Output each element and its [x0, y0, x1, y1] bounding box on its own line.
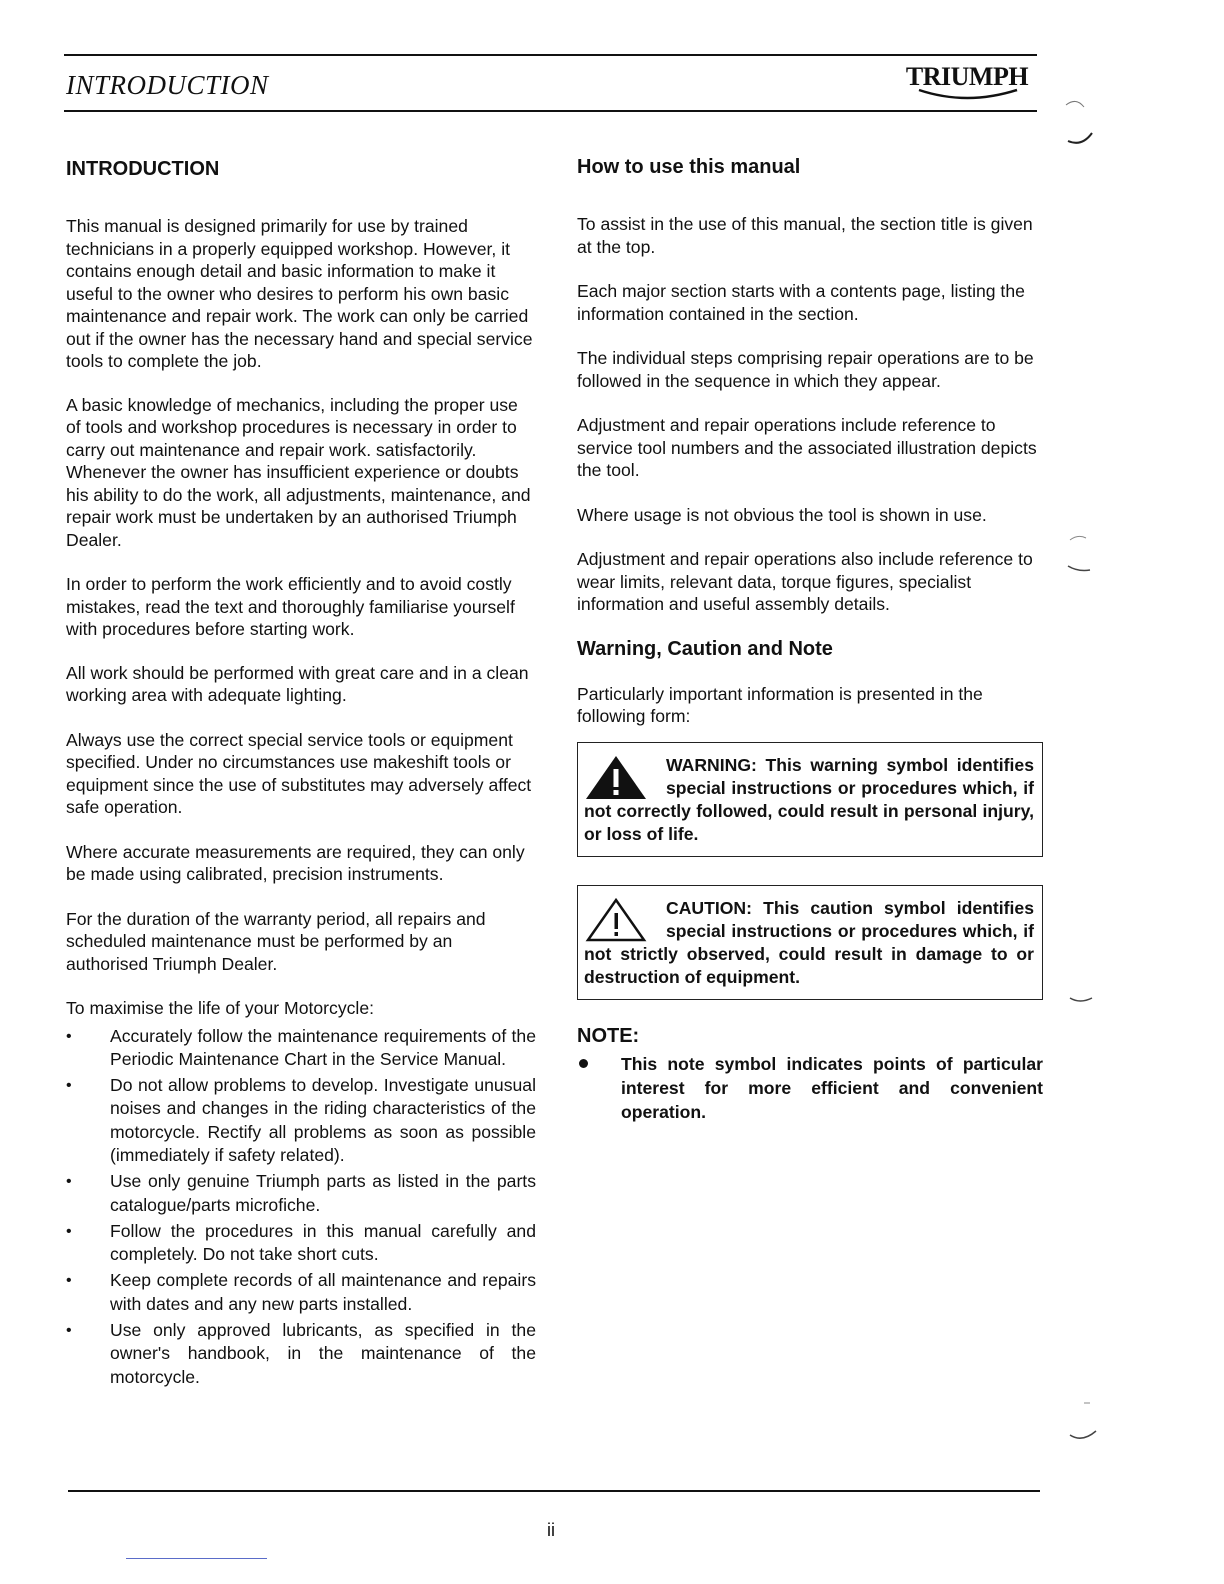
- usage-paragraph: Adjustment and repair operations also include reference to wear limits, relevant data, torque figures, specialist information and useful assembly details.: [577, 549, 1033, 614]
- intro-paragraph: Where accurate measurements are required, they can only be made using calibrated, precision instruments.: [66, 841, 525, 884]
- caution-triangle-icon: [584, 897, 654, 943]
- caution-text: CAUTION: This caution symbol identifies special instructions or procedures which, if not strictly observed, could result in damage to or destruction of equipment.: [584, 897, 1034, 987]
- section-title: INTRODUCTION: [66, 70, 269, 100]
- warning-text: WARNING: This warning symbol identifies special instructions or procedures which, if not correctly followed, could result in personal injury, or loss of life.: [584, 754, 1034, 844]
- warning-box: [577, 742, 1043, 857]
- intro-paragraph: To maximise the life of your Motorcycle:: [66, 998, 374, 1018]
- usage-paragraph: To assist in the use of this manual, the section title is given at the top.: [577, 214, 1033, 257]
- left-column: [66, 158, 536, 1392]
- list-item: • Follow the procedures in this manual carefully and completely. Do not take short cuts.: [66, 1220, 536, 1267]
- intro-paragraph: All work should be performed with great care and in a clean working area with adequate lighting.: [66, 662, 529, 705]
- scan-mark-icon: [1066, 1395, 1100, 1445]
- usage-paragraph: The individual steps comprising repair operations are to be followed in the sequence in which they appear.: [577, 348, 1034, 391]
- header-top-rule: [64, 54, 1037, 56]
- usage-paragraph: Each major section starts with a contents page, listing the information contained in the section.: [577, 281, 1025, 324]
- scan-mark-icon: [1066, 530, 1096, 580]
- scan-mark-icon: [1062, 95, 1102, 150]
- page-number: ii: [547, 1520, 555, 1540]
- warning-triangle-icon: [584, 754, 654, 800]
- usage-paragraph: Adjustment and repair operations include reference to service tool numbers and the associated illustration depicts the tool.: [577, 415, 1037, 480]
- maintenance-tips-list: [66, 1025, 536, 1389]
- intro-paragraph: Always use the correct special service tools or equipment specified. Under no circumstances use makeshift tools or equipment since the use of substitutes may adversely affect safe operation.: [66, 729, 532, 817]
- list-item: • Use only genuine Triumph parts as listed in the parts catalogue/parts microfiche.: [66, 1170, 536, 1217]
- right-column: [577, 156, 1043, 1124]
- list-item: • Use only approved lubricants, as specified in the owner's handbook, in the maintenance of the motorcycle.: [66, 1319, 536, 1389]
- header-bottom-rule: [64, 110, 1037, 112]
- scan-mark-icon: [1068, 990, 1098, 1010]
- how-to-use-heading: How to use this manual: [577, 156, 801, 178]
- wcn-intro: Particularly important information is presented in the following form:: [577, 683, 983, 726]
- intro-paragraph: This manual is designed primarily for use by trained technicians in a properly equipped workshop. However, it contains enough detail and basic information to make it useful to the owner who desires to perform his own basic maintenance and repair work. The work can only be carried out if the owner has the necessary hand and special service tools to complete the job.: [66, 216, 533, 371]
- list-item: • Do not allow problems to develop. Investigate unusual noises and changes in the riding characteristics of the motorcycle. Rectify all problems as soon as possible (immediately if safety related).: [66, 1074, 536, 1167]
- intro-heading: INTRODUCTION: [66, 158, 220, 180]
- triumph-logo: [897, 60, 1037, 104]
- footer-rule: [68, 1490, 1040, 1492]
- logo-text: TRIUMPH: [905, 62, 1029, 91]
- note-heading: NOTE:: [577, 1024, 640, 1047]
- list-item: • Accurately follow the maintenance requirements of the Periodic Maintenance Chart in the Service Manual.: [66, 1025, 536, 1072]
- note-text: This note symbol indicates points of particular interest for more efficient and convenient operation.: [621, 1053, 1043, 1122]
- note-item: [577, 1052, 1043, 1124]
- blue-underline-mark: [126, 1558, 267, 1559]
- caution-box: [577, 885, 1043, 1000]
- warning-caution-note-heading: Warning, Caution and Note: [577, 637, 833, 660]
- intro-paragraph: A basic knowledge of mechanics, including the proper use of tools and workshop procedures is necessary in order to carry out maintenance and repair work. satisfactorily. Whenever the owner has insufficient experience or doubts his ability to do the work, all adjustments, maintenance, and repair work must be undertaken by an authorised Triumph Dealer.: [66, 394, 531, 550]
- intro-paragraph: For the duration of the warranty period, all repairs and scheduled maintenance must be performed by an authorised Triumph Dealer.: [66, 908, 486, 974]
- list-item: • Keep complete records of all maintenance and repairs with dates and any new parts installed.: [66, 1269, 536, 1316]
- intro-paragraph: In order to perform the work efficiently and to avoid costly mistakes, read the text and thoroughly familiarise yourself with procedures before starting work.: [66, 574, 515, 639]
- usage-paragraph: Where usage is not obvious the tool is shown in use.: [577, 504, 987, 525]
- bullet-dot-icon: [579, 1059, 588, 1068]
